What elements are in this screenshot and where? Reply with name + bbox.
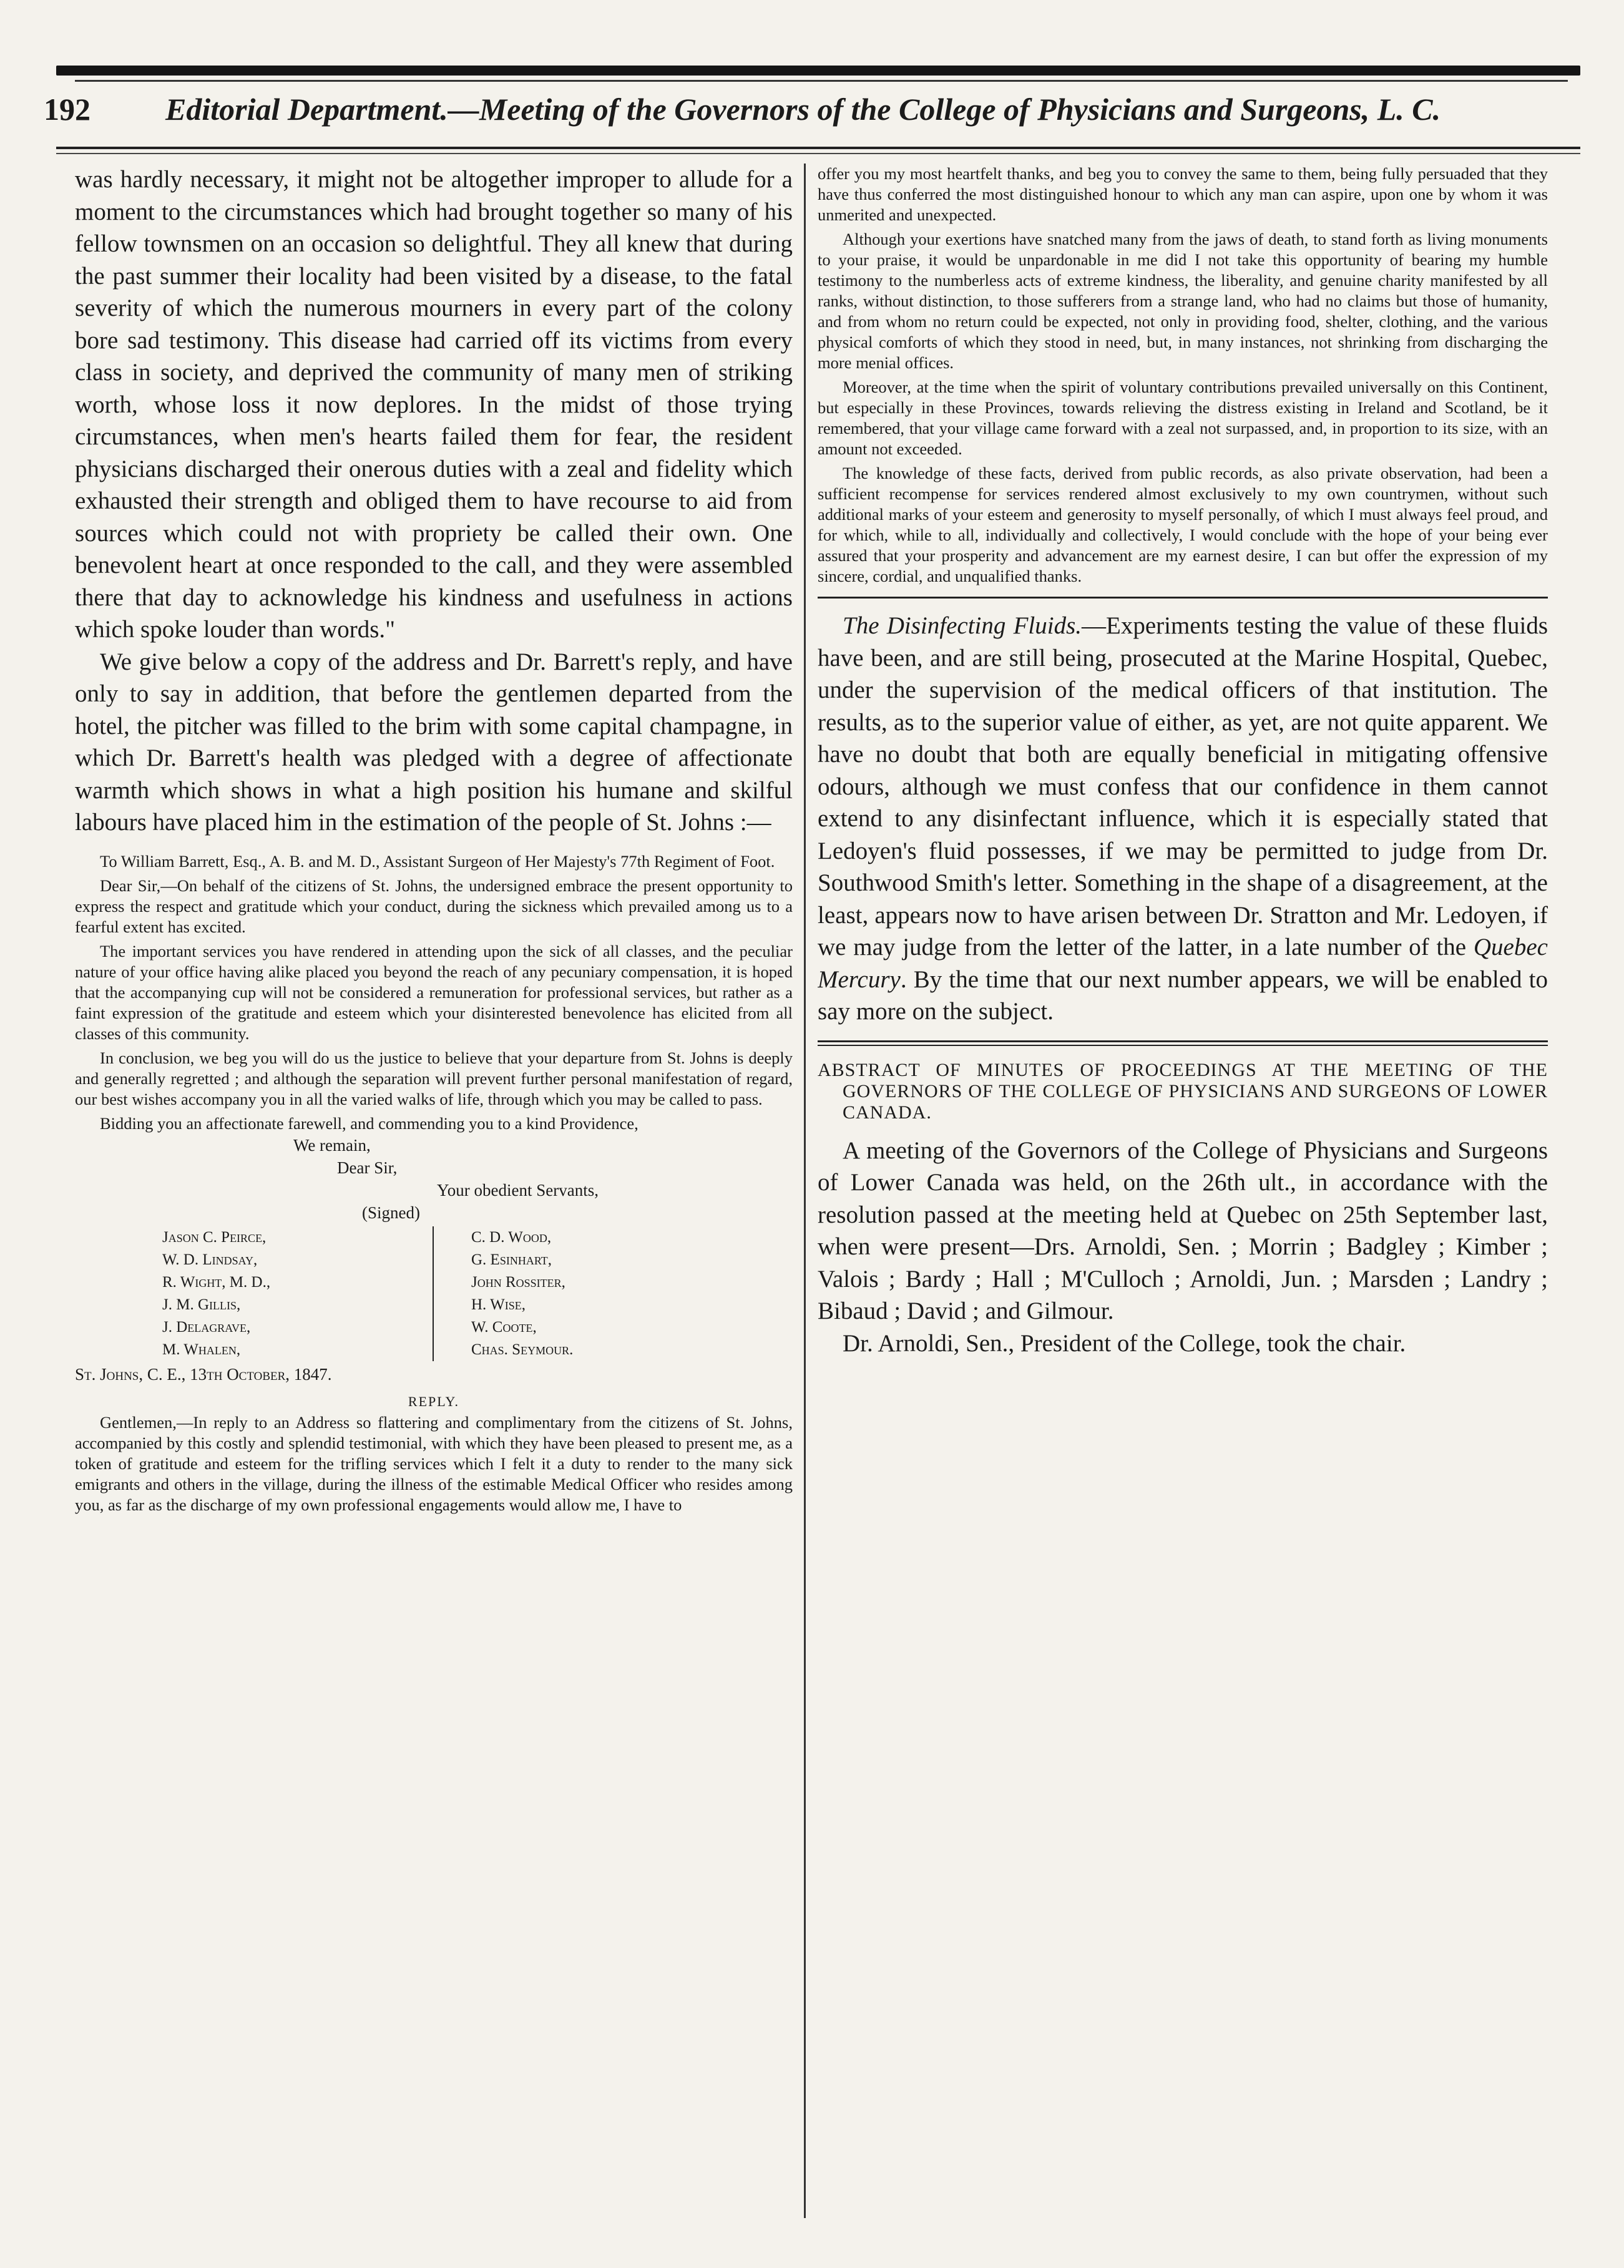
section-divider xyxy=(818,1040,1548,1046)
signatories-table xyxy=(75,1226,793,1361)
page-number: 192 xyxy=(44,92,90,127)
reply-paragraph: The knowledge of these facts, derived from public records, as also private observation, had been a sufficient recompense for services rendered almost exclusively to my own countrymen, without such additional marks of your esteem and generosity to myself personally, of which I must always feel proud, and for which, while to all, individually and collectively, I would conclude with the hope of your being ever assured that your prosperity and advancement are my earnest desire, I can but offer the expression of my sincere, cordial, and unqualified thanks. xyxy=(818,464,1548,585)
signatory: Chas. Seymour. xyxy=(471,1341,574,1358)
abstract-heading: ABSTRACT OF MINUTES OF PROCEEDINGS AT THE MEETING OF THE GOVERNORS OF THE COLLEGE OF PHYSICIANS AND SURGEONS OF LOWER CANADA. xyxy=(818,1059,1548,1123)
running-head: Editorial Department.—Meeting of the Governors of the College of Physicians and Surgeons, L. C. xyxy=(165,92,1441,127)
reply-paragraph: Moreover, at the time when the spirit of voluntary contributions prevailed universally on this Continent, but especially in these Provinces, towards relieving the distress existing in Ireland and Scotland, be it remembered, that your village came forward with a zeal not surpassed, and, in proportion to its size, with an amount not exceeded. xyxy=(818,378,1548,458)
meeting-paragraph: A meeting of the Governors of the College of Physicians and Surgeons of Lower Canada was held, on the 26th ult., in accordance with the resolution passed at the meeting held at Quebec on 25th September last, when were present—Drs. Arnoldi, Sen. ; Morrin ; Badgley ; Kimber ; Valois ; Bardy ; Hall ; M'Culloch ; Arnoldi, Jun. ; Marsden ; Landry ; Bibaud ; David ; and Gilmour. xyxy=(818,1136,1548,1324)
signatory: J. Delagrave, xyxy=(162,1318,251,1336)
signatory: G. Esinhart, xyxy=(471,1251,552,1268)
reply-continuation: offer you my most heartfelt thanks, and beg you to convey the same to them, being fully persuaded that they have thus conferred the most distinguished honour to which any man can aspire, upon one by whom it was unmerited and unexpected. xyxy=(818,164,1548,224)
header-rule-secondary xyxy=(56,153,1580,154)
signatory: Jason C. Peirce, xyxy=(162,1228,267,1246)
closing-line: We remain, xyxy=(293,1135,371,1155)
column-divider xyxy=(804,164,806,2218)
signatory: M. Whalen, xyxy=(162,1341,241,1358)
top-ornamental-rule xyxy=(56,66,1580,76)
signatories-right xyxy=(434,1226,793,1361)
top-thin-rule xyxy=(75,80,1568,82)
signatory: John Rossiter, xyxy=(471,1273,565,1291)
signatory: W. Coote, xyxy=(471,1318,537,1336)
header-rule xyxy=(56,147,1580,149)
closing-line: Dear Sir, xyxy=(337,1158,398,1177)
right-column xyxy=(818,164,1548,2231)
signatory: C. D. Wood, xyxy=(471,1228,552,1246)
speech-paragraph: was hardly necessary, it might not be altogether improper to allude for a moment to the circumstances which had brought together so many of his fellow townsmen on an occasion so delightful. They all knew that during the past summer their locality had been visited by a disease, to the fatal severity of which the numerous mourners in every part of the colony bore sad testimony. This disease had carried off its victims from every class in society, and deprived the community of many men of striking worth, whose loss it now deplores. In the midst of those trying circumstances, when men's hearts failed them for fear, the resident physicians discharged their onerous duties with a zeal and fidelity which exhausted their strength and obliged them to have recourse to aid from sources which could not with propriety be called their own. One benevolent heart at once responded to the call, and they were assembled there that day to acknowledge his kindness and usefulness in actions which spoke louder than words." xyxy=(75,166,793,643)
signatory: W. D. Lindsay, xyxy=(162,1251,258,1268)
address-recipient: To William Barrett, Esq., A. B. and M. D., Assistant Surgeon of Her Majesty's 77th Regiment of Foot. xyxy=(100,851,775,871)
signatory: H. Wise, xyxy=(471,1296,526,1313)
closing-line: (Signed) xyxy=(362,1203,420,1222)
signatory: J. M. Gillis, xyxy=(162,1296,241,1313)
page-header xyxy=(44,87,1580,144)
closing-line: Your obedient Servants, xyxy=(437,1180,599,1200)
reply-paragraph: Gentlemen,—In reply to an Address so flattering and complimentary from the citizens of St. Johns, accompanied by this costly and splendid testimonial, with which they have been pleased to present me, as a token of gratitude and esteem for the trifling services which I felt it a duty to render to the many sick emigrants and others in the village, during the illness of the estimable Medical Officer who resides among you, as far as the discharge of my own professional engagements would allow me, I have to xyxy=(75,1412,793,1514)
signatories-left xyxy=(75,1226,434,1361)
address-paragraph: In conclusion, we beg you will do us the justice to believe that your departure from St. Johns is deeply and generally regretted ; and although the separation will prevent further personal manifestation of regard, our best wishes accompany you in all the varied walks of life, through which you may be called to pass. xyxy=(75,1048,793,1108)
address-paragraph: Bidding you an affectionate farewell, and commending you to a kind Providence, xyxy=(100,1113,638,1133)
address-closing xyxy=(75,1134,793,1224)
address-date: St. Johns, C. E., 13th October, 1847. xyxy=(75,1364,332,1384)
section-text-end: . By the time that our next number appears, we will be enabled to say more on the subject. xyxy=(818,965,1548,1025)
meeting-paragraph: Dr. Arnoldi, Sen., President of the College, took the chair. xyxy=(843,1329,1406,1357)
intro-paragraph: We give below a copy of the address and Dr. Barrett's reply, and have only to say in addition, that before the gentlemen departed from the hotel, the pitcher was filled to the brim with some capital champagne, in which Dr. Barrett's health was pledged with a degree of affectionate warmth which shows in what a high position his humane and skilful labours have placed him in the estimation of the people of St. Johns :— xyxy=(75,648,793,836)
left-column xyxy=(75,164,793,2231)
disinfecting-fluids-paragraph xyxy=(818,610,1548,1028)
newspaper-name: Quebec Mercury xyxy=(818,934,1548,993)
reply-heading: REPLY. xyxy=(408,1393,460,1409)
section-divider xyxy=(818,597,1548,599)
section-text: —Experiments testing the value of these fluids have been, and are still being, prosecuted at the Marine Hospital, Quebec, under the supervision of the medical officers of that institution. The results, as to the superior value of either, as yet, are not quite apparent. We have no doubt that both are equally beneficial in mitigating offensive odours, although we must confess that our confidence in them cannot extend to any disinfectant influence, which it is especially stated that Ledoyen's fluid possesses, if we may be permitted to judge from Dr. Southwood Smith's letter. Something in the shape of a disagreement, at the least, appears now to have arisen between Dr. Stratton and Mr. Ledoyen, if we may judge from the letter of the latter, in a late number of the xyxy=(818,612,1548,960)
section-title: The Disinfecting Fluids. xyxy=(843,612,1082,639)
signatory: R. Wight, M. D., xyxy=(162,1273,271,1291)
address-paragraph: The important services you have rendered in attending upon the sick of all classes, and the peculiar nature of your office having alike placed you beyond the reach of any pecuniary compensation, it is hoped that the accompanying cup will not be considered a remuneration for professional services, but rather as a faint expression of the gratitude and esteem which your disinterested benevolence has elicited from all classes of this community. xyxy=(75,941,793,1043)
reply-paragraph: Although your exertions have snatched many from the jaws of death, to stand forth as living monuments to your praise, it would be unpardonable in me did I not take this opportunity of bearing my humble testimony to the numberless acts of extreme kindness, the liberality, and genuine charity manifested by all ranks, without distinction, to those sufferers from a strange land, who had no claims but those of humanity, and from whom no return could be expected, not only in providing food, shelter, clothing, and the various physical comforts of which they stood in need, but, in many instances, not shrinking from discharging the more menial offices. xyxy=(818,230,1548,372)
address-paragraph: Dear Sir,—On behalf of the citizens of St. Johns, the undersigned embrace the present opportunity to express the respect and gratitude which your conduct, during the sickness which prevailed among us to a fearful extent has excited. xyxy=(75,876,793,936)
